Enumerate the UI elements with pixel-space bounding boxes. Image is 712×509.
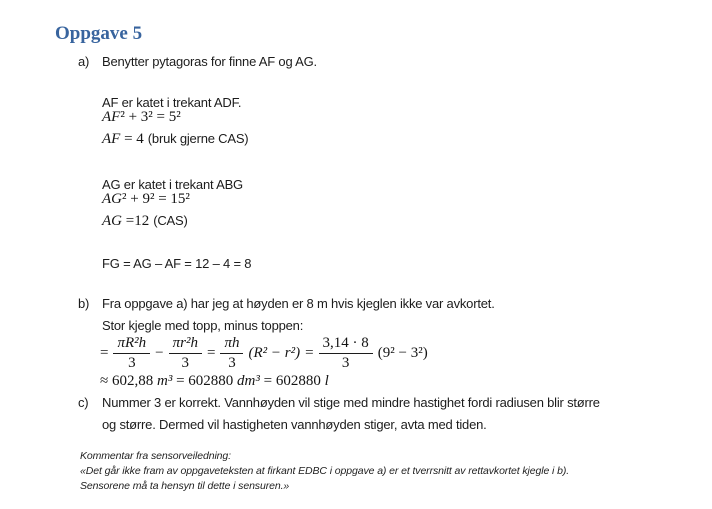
examiner-comment-line2: Sensorene må ta hensyn til dette i sensuren.» [80,480,290,492]
examiner-comment-line1: «Det går ikke fram av oppgaveteksten at firkant EDBC i oppgave a) er et tverrsnitt av rettavkortet kjegle i b). [80,465,570,477]
section-a-equation4 [102,213,188,230]
fraction-denominator: 3 [169,353,202,371]
cas-note: (bruk gjerne CAS) [147,131,249,146]
math-expression: = 4 [120,131,144,147]
minus-sign: − [155,344,164,361]
unit-liter: l [324,373,329,389]
section-c-line1: Nummer 3 er korrekt. Vannhøyden vil stige med mindre hastighet fordi radiusen blir større [102,395,600,410]
examiner-comment-heading: Kommentar fra sensorveiledning: [80,450,231,462]
math-variable: AF [102,131,121,147]
equals-sign: = [206,344,216,361]
section-a-line1: AF er katet i trekant ADF. [102,95,242,110]
approx-value: ≈ 602,88 [100,373,157,389]
parenthetical-R2-r2: (R² − r²) [248,344,301,361]
math-expression: =12 [122,213,150,229]
fraction-numerator: πR²h [117,335,147,351]
section-a-equation2 [102,131,248,148]
section-a-equation1 [102,109,181,126]
fraction-pir2h-over-3 [169,335,202,371]
equals-sign: = [305,344,314,361]
parenthetical-92-32: (9² − 3²) [377,344,428,361]
fraction-pih-over-3 [220,335,243,371]
unit-dm3: dm³ [237,373,260,389]
fraction-numerator: πr²h [172,335,198,351]
fraction-piR2h-over-3 [113,335,150,371]
fraction-denominator: 3 [113,353,150,371]
cas-note: (CAS) [153,213,188,228]
section-a-result: FG = AG – AF = 12 – 4 = 8 [102,256,252,271]
equals-value: = 602880 [259,373,325,389]
math-variable: AG [102,191,122,207]
math-variable: AG [102,213,122,229]
page-title: Oppgave 5 [55,23,143,44]
section-a-line2: AG er katet i trekant ABG [102,177,243,192]
volume-result-line [100,373,329,390]
equals-sign: = [100,344,109,361]
list-marker-a: a) [78,54,90,69]
section-b-line2: Stor kjegle med topp, minus toppen: [102,318,304,333]
fraction-denominator: 3 [220,353,243,371]
equals-value: = 602880 [172,373,238,389]
section-a-intro: Benytter pytagoras for finne AF og AG. [102,54,317,69]
math-expression: ² + 9² = 15² [122,191,190,207]
fraction-numerator: 3,14 · 8 [322,335,369,351]
math-expression: ² + 3² = 5² [120,109,181,125]
section-c-line2: og større. Dermed vil hastigheten vannhøyden stiger, avta med tiden. [102,417,487,432]
section-a-equation3 [102,191,190,208]
fraction-314x8-over-3 [319,335,373,371]
fraction-denominator: 3 [319,353,373,371]
fraction-numerator: πh [224,335,240,351]
unit-m3: m³ [156,373,173,389]
list-marker-b: b) [78,296,90,311]
section-b-intro: Fra oppgave a) har jeg at høyden er 8 m hvis kjeglen ikke var avkortet. [102,296,495,311]
math-variable: AF [102,109,121,125]
volume-formula [100,335,428,371]
list-marker-c: c) [78,395,89,410]
